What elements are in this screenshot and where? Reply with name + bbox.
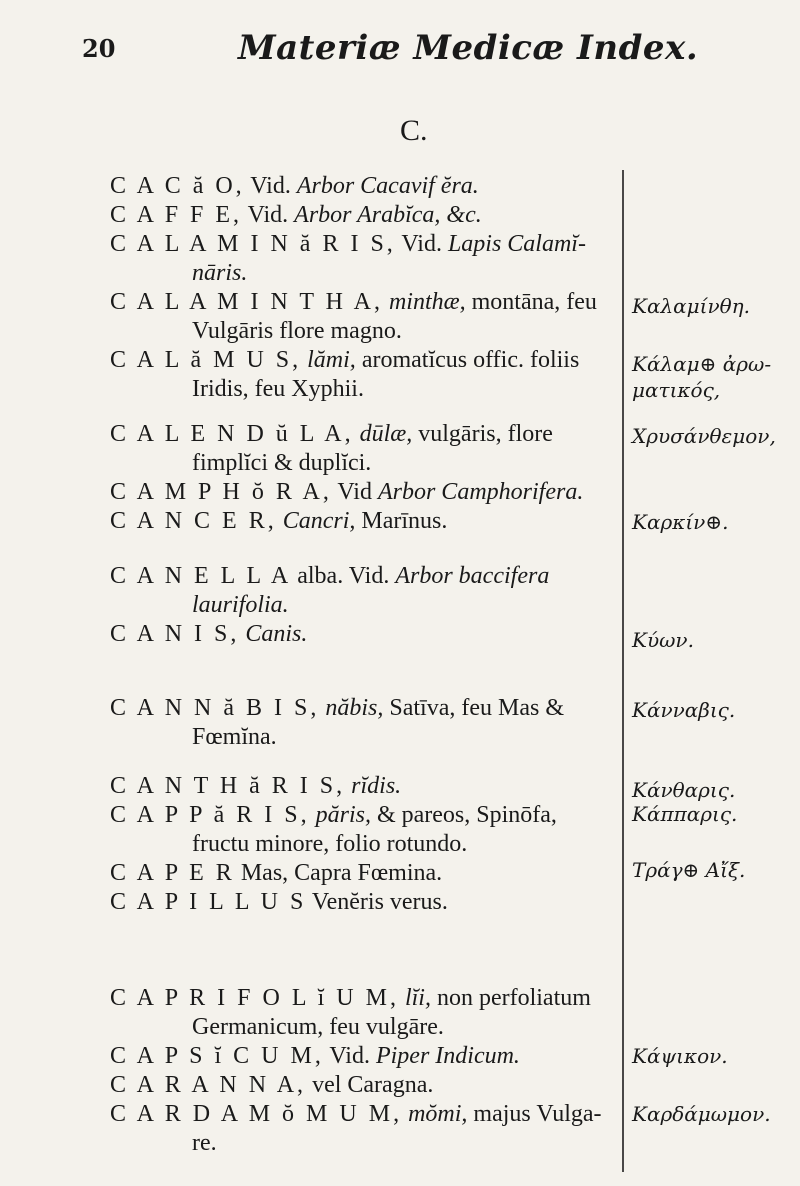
greek-canis: Κύων. — [632, 628, 694, 652]
entry-cacao: C A C ă O, Vid. Arbor Cacavif ĕra. — [110, 173, 479, 199]
page-header — [0, 28, 800, 68]
running-title: Materiæ Medicæ Index. — [238, 28, 699, 68]
entry-caper: C A P E R Mas, Capra Fœmina. — [110, 860, 443, 886]
entry-cardamomum: C A R D A M ŏ M U M, mŏmi, majus Vulga- re. — [110, 1101, 602, 1156]
greek-cantharis: Κάνθαρις. — [632, 778, 736, 802]
greek-calamintha: Καλαμίνθη. — [632, 294, 751, 318]
greek-calamus-1: Κάλαμ⊕ ἀρω- — [632, 352, 772, 376]
entry-capillus: C A P I L L U S Venĕris verus. — [110, 889, 448, 915]
entry-cannabis: C A N N ă B I S, năbis, Satīva, feu Mas & Fœmĭna. — [110, 695, 565, 750]
column-divider — [622, 170, 624, 1172]
greek-cardamomum: Καρδάμωμον. — [632, 1102, 771, 1126]
entry-camphora: C A M P H ŏ R A, Vid Arbor Camphorifera. — [110, 479, 584, 505]
greek-calendula: Χρυσάνθεμον, — [632, 424, 776, 448]
entry-calaminaris: C A L A M I N ă R I S, Vid. Lapis Calamĭ- nāris. — [110, 231, 586, 286]
page-number: 20 — [82, 34, 116, 63]
entry-capsicum: C A P S ĭ C U M, Vid. Piper Indicum. — [110, 1043, 520, 1069]
greek-calamus-2: ματικός, — [632, 378, 721, 402]
entry-calamus: C A L ă M U S, lămi, aromatĭcus offic. foliis Iridis, feu Xyphii. — [110, 347, 580, 402]
section-letter: C. — [400, 114, 428, 147]
entry-caranna: C A R A N N A, vel Caragna. — [110, 1072, 434, 1098]
entry-calamintha: C A L A M I N T H A, minthæ, montāna, feu Vulgāris flore magno. — [110, 289, 597, 344]
entry-cantharis: C A N T H ă R I S, rĭdis. — [110, 773, 402, 799]
entry-cancer: C A N C E R, Cancri, Marīnus. — [110, 508, 448, 534]
greek-cannabis: Κάνναβις. — [632, 698, 736, 722]
entry-caffe: C A F F E, Vid. Arbor Arabĭca, &c. — [110, 202, 482, 228]
greek-caper: Τράγ⊕ Αἴξ. — [632, 858, 746, 882]
greek-capparis: Κάππαρις. — [632, 802, 738, 826]
entry-canis: C A N I S, Canis. — [110, 621, 308, 647]
entry-calendula: C A L E N D ŭ L A, dūlæ, vulgāris, flore fimplĭci & duplĭci. — [110, 421, 553, 476]
greek-cancer: Καρκίν⊕. — [632, 510, 729, 534]
entry-canella: C A N E L L A alba. Vid. Arbor baccifera laurifolia. — [110, 563, 550, 618]
entry-caprifolium: C A P R I F O L ĭ U M, lĭi, non perfoliatum Germanicum, feu vulgāre. — [110, 985, 591, 1040]
greek-capsicum: Κάψικον. — [632, 1044, 728, 1068]
entry-capparis: C A P P ă R I S, păris, & pareos, Spinōfa, fructu minore, folio rotundo. — [110, 802, 557, 857]
